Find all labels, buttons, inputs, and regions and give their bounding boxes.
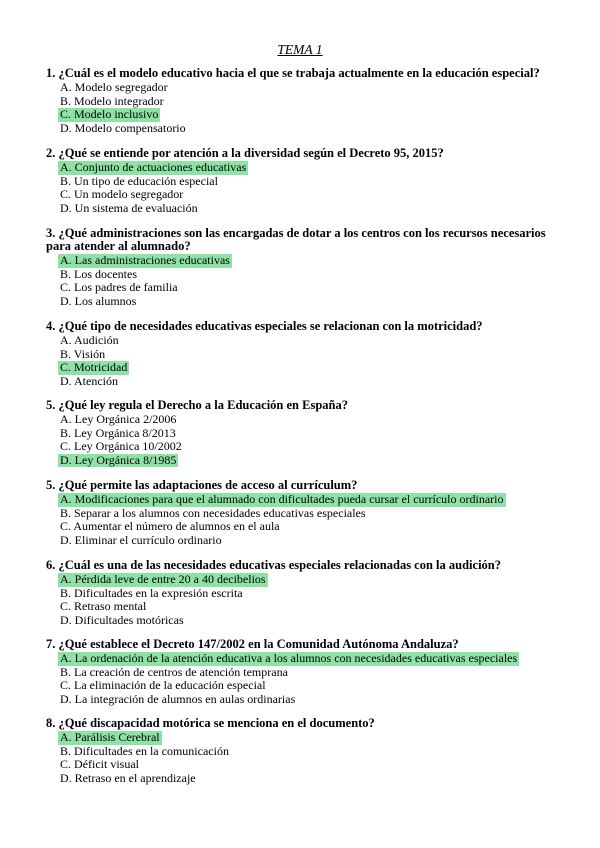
option-d: D. Atención [60,373,118,388]
question-text: 5. ¿Qué permite las adaptaciones de acceso al currículum? [46,478,358,492]
option-b: B. Separar a los alumnos con necesidades educativas especiales [60,505,366,520]
option-a-correct: A. Parálisis Cerebral [60,730,160,744]
option-d: D. Los alumnos [60,293,137,308]
option-d: D. Modelo compensatorio [60,120,186,135]
option-d-correct: D. Ley Orgánica 8/1985 [60,452,177,467]
option-b: B. Dificultades en la comunicación [60,743,229,758]
question-text: 8. ¿Qué discapacidad motórica se menciona en el documento? [46,716,375,730]
option-b: B. La creación de centros de atención temprana [60,664,288,679]
question-4 [46,320,556,388]
option-c: C. Retraso mental [60,599,147,613]
option-c: C. Déficit visual [60,757,139,771]
question-1 [46,67,556,135]
page-title: TEMA 1 [277,42,323,57]
option-a: A. Ley Orgánica 2/2006 [60,412,177,426]
question-2 [46,147,556,215]
option-b: B. Un tipo de educación especial [60,173,218,188]
option-c: C. Un modelo segregador [60,187,184,201]
option-b: B. Visión [60,346,106,361]
question-text: 7. ¿Qué establece el Decreto 147/2002 en la Comunidad Autónoma Andaluza? [46,637,459,651]
question-7 [46,638,556,706]
option-c: C. La eliminación de la educación especial [60,678,266,692]
question-8 [46,717,556,785]
option-b: B. Dificultades en la expresión escrita [60,585,243,600]
option-d: D. Retraso en el aprendizaje [60,770,196,785]
option-a: A. Audición [60,333,119,347]
question-5b [46,479,556,547]
option-a-correct: A. Las administraciones educativas [60,253,230,267]
option-a-correct: A. Pérdida leve de entre 20 a 40 decibelios [60,572,266,586]
option-b: B. Los docentes [60,266,137,281]
question-text: 6. ¿Cuál es una de las necesidades educativas especiales relacionadas con la audición? [46,558,502,572]
question-text: 2. ¿Qué se entiende por atención a la diversidad según el Decreto 95, 2015? [46,146,444,160]
question-6 [46,559,556,627]
option-c: C. Ley Orgánica 10/2002 [60,439,182,453]
question-text: 5. ¿Qué ley regula el Derecho a la Educación en España? [46,398,348,412]
question-text: 4. ¿Qué tipo de necesidades educativas especiales se relacionan con la motricidad? [46,319,483,333]
option-d: D. Dificultades motóricas [60,612,184,627]
option-d: D. La integración de alumnos en aulas ordinarias [60,691,296,706]
option-c: C. Los padres de familia [60,280,178,294]
question-3 [46,227,556,308]
option-d: D. Eliminar el currículo ordinario [60,532,222,547]
option-c-correct: C. Motricidad [60,360,128,374]
option-b: B. Modelo integrador [60,93,164,108]
option-c-correct: C. Modelo inclusivo [60,107,159,121]
question-text: 1. ¿Cuál es el modelo educativo hacia el que se trabaja actualmente en la educación especial? [46,66,540,80]
option-d: D. Un sistema de evaluación [60,200,198,215]
option-a-correct: A. Conjunto de actuaciones educativas [60,160,247,174]
option-b: B. Ley Orgánica 8/2013 [60,425,176,440]
option-a: A. Modelo segregador [60,80,168,94]
option-c: C. Aumentar el número de alumnos en el aula [60,519,280,533]
question-5 [46,399,556,467]
question-text: 3. ¿Qué administraciones son las encargadas de dotar a los centros con los recursos necesarios para atender al alumnado? [46,226,546,253]
option-a-correct: A. Modificaciones para que el alumnado con dificultades pueda cursar el currículo ordinario [60,492,504,506]
option-a-correct: A. La ordenación de la atención educativa a los alumnos con necesidades educativas especiales [60,651,518,665]
